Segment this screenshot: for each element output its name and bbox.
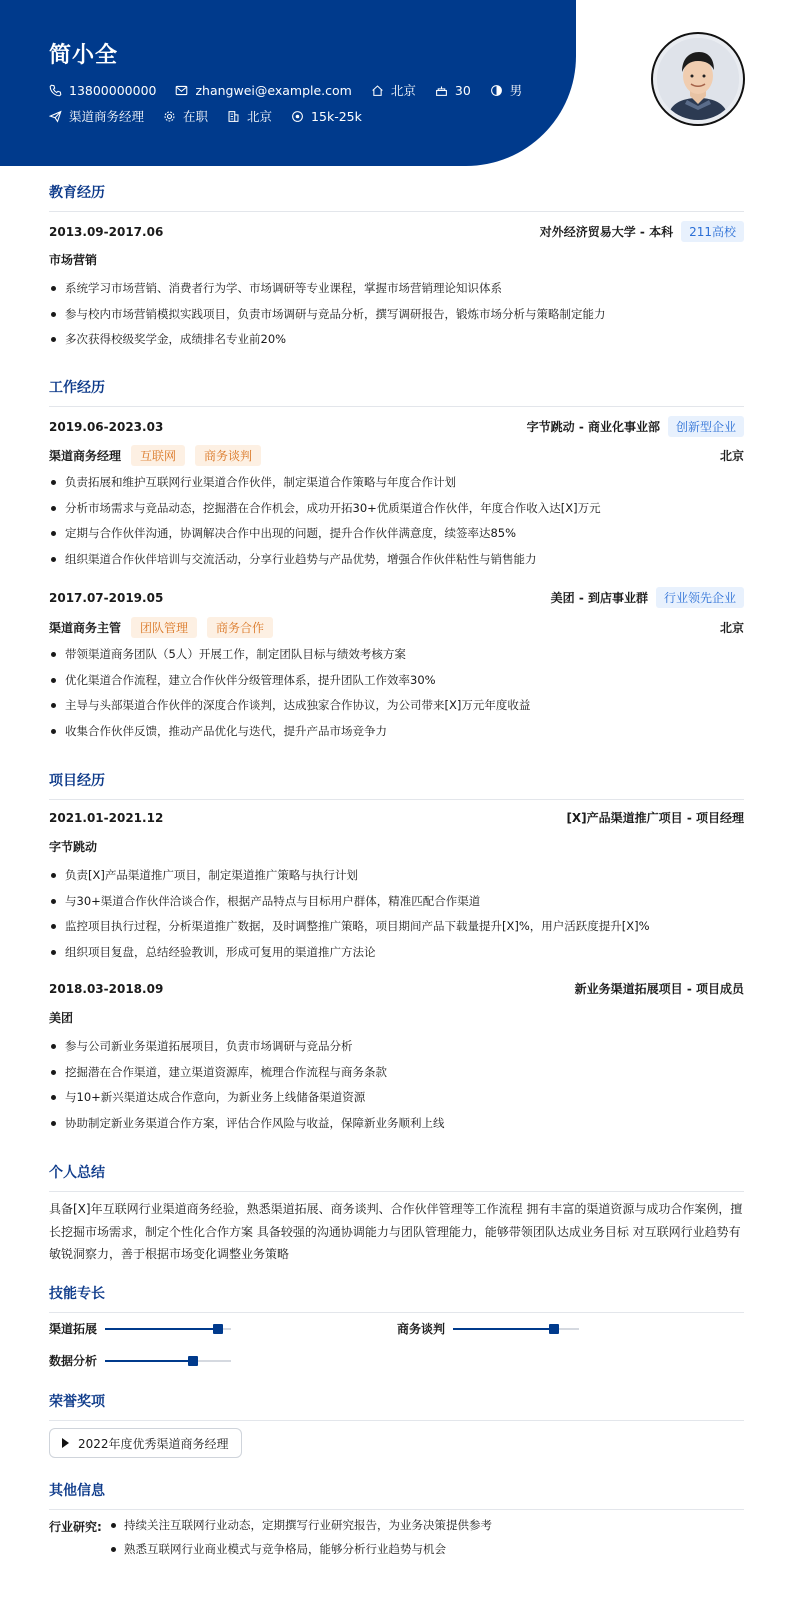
work-role: 渠道商务主管 [49, 621, 122, 635]
list-item: 定期与合作伙伴沟通，协调解决合作中出现的问题，提升合作伙伴满意度，续签率达85% [49, 524, 744, 550]
list-item: 与10+新兴渠道达成合作意向，为新业务上线储备渠道资源 [49, 1088, 744, 1114]
skill-level-bar [105, 1360, 231, 1362]
project-bullets [49, 866, 744, 968]
hometown-text: 北京 [390, 83, 416, 98]
work-company: 美团 - 到店事业群 [550, 591, 648, 605]
education-major: 市场营销 [49, 253, 98, 267]
position-item [49, 107, 144, 125]
skill-level-bar [105, 1328, 231, 1330]
education-date: 2013.09-2017.06 [49, 224, 164, 239]
work-bullets [49, 645, 744, 747]
status-item [163, 107, 208, 125]
skill-item [49, 1320, 231, 1337]
position-text: 渠道商务经理 [69, 109, 145, 124]
work-tag: 团队管理 [131, 617, 197, 638]
candidate-name: 简小全 [49, 43, 119, 68]
skill-level-knob [213, 1324, 223, 1334]
skill-name: 数据分析 [49, 1354, 98, 1368]
section-title-skills: 技能专长 [49, 1283, 744, 1313]
work-company: 字节跳动 - 商业化事业部 [526, 420, 660, 434]
project-org: 字节跳动 [49, 840, 98, 854]
list-item: 带领渠道商务团队（5人）开展工作，制定团队目标与绩效考核方案 [49, 645, 744, 671]
avatar [651, 32, 745, 126]
list-item: 持续关注互联网行业动态，定期撰写行业研究报告，为业务决策提供参考 [107, 1516, 747, 1540]
work-city: 北京 [719, 449, 744, 463]
mail-icon [175, 84, 188, 97]
list-item: 与30+渠道合作伙伴洽谈合作，根据产品特点与目标用户群体，精准匹配合作渠道 [49, 892, 744, 918]
skill-item [397, 1320, 579, 1337]
list-item: 优化渠道合作流程，建立合作伙伴分级管理体系，提升团队工作效率30% [49, 671, 744, 697]
gender-icon [490, 84, 503, 97]
gear-icon [163, 110, 176, 123]
send-icon [49, 110, 62, 123]
phone-text: 13800000000 [69, 82, 157, 98]
contact-row [49, 81, 541, 99]
skill-item [49, 1352, 231, 1369]
work-role-row [49, 617, 744, 638]
work-date: 2019.06-2023.03 [49, 419, 164, 434]
list-item: 负责拓展和维护互联网行业渠道合作伙伴，制定渠道合作策略与年度合作计划 [49, 473, 744, 499]
other-label: 行业研究: [49, 1520, 102, 1534]
work-role: 渠道商务经理 [49, 449, 122, 463]
project-bullets [49, 1037, 744, 1139]
list-item: 协助制定新业务渠道合作方案，评估合作风险与收益，保障新业务顺利上线 [49, 1114, 744, 1140]
age-text: 30 [454, 82, 471, 98]
work-city: 北京 [719, 621, 744, 635]
project-org-row [49, 1009, 744, 1026]
list-item: 分析市场需求与竞品动态，挖掘潜在合作机会，成功开拓30+优质渠道合作伙伴，年度合作收入达[X]万元 [49, 499, 744, 525]
skill-name: 商务谈判 [397, 1322, 446, 1336]
list-item: 收集合作伙伴反馈，推动产品优化与迭代，提升产品市场竞争力 [49, 722, 744, 748]
education-badge: 211高校 [681, 221, 744, 242]
list-item: 熟悉互联网行业商业模式与竞争格局，能够分析行业趋势与机会 [107, 1540, 747, 1564]
cake-icon [435, 84, 448, 97]
skill-level-bar [453, 1328, 579, 1330]
work-tag: 商务合作 [207, 617, 273, 638]
email-item [175, 83, 351, 98]
city-text: 北京 [247, 109, 273, 124]
age-item [435, 83, 471, 98]
project-date: 2018.03-2018.09 [49, 981, 164, 996]
list-item: 主导与头部渠道合作伙伴的深度合作谈判，达成独家合作协议，为公司带来[X]万元年度收益 [49, 696, 744, 722]
list-item: 监控项目执行过程，分析渠道推广数据，及时调整推广策略，项目期间产品下载量提升[X]%，用户活跃度提升[X]% [49, 917, 744, 943]
work-company-badge: 创新型企业 [668, 416, 744, 437]
section-title-education: 教育经历 [49, 182, 744, 212]
salary-item [291, 109, 362, 124]
education-bullets [49, 279, 744, 356]
status-text: 在职 [183, 109, 209, 124]
award-item [49, 1428, 242, 1458]
award-text: 2022年度优秀渠道商务经理 [78, 1436, 229, 1451]
section-title-other: 其他信息 [49, 1480, 744, 1510]
work-entry-head [49, 416, 744, 437]
skill-level-knob [549, 1324, 559, 1334]
project-name: 新业务渠道拓展项目 - 项目成员 [574, 982, 744, 996]
home-icon [371, 84, 384, 97]
skill-level-knob [188, 1356, 198, 1366]
work-date: 2017.07-2019.05 [49, 590, 164, 605]
skill-name: 渠道拓展 [49, 1322, 98, 1336]
project-date: 2021.01-2021.12 [49, 810, 164, 825]
phone-icon [49, 84, 62, 97]
work-company-badge: 行业领先企业 [656, 587, 744, 608]
project-name: [X]产品渠道推广项目 - 项目经理 [566, 811, 744, 825]
phone-item [49, 83, 156, 98]
job-intent-row [49, 107, 381, 125]
coin-icon [291, 110, 304, 123]
list-item: 参与公司新业务渠道拓展项目，负责市场调研与竞品分析 [49, 1037, 744, 1063]
city-item [227, 107, 272, 125]
other-list [107, 1516, 747, 1564]
education-entry-head [49, 221, 744, 242]
email-text: zhangwei@example.com [195, 82, 352, 98]
resume-header [0, 0, 576, 166]
gender-item [490, 81, 523, 99]
list-item: 组织渠道合作伙伴培训与交流活动，分享行业趋势与产品优势，增强合作伙伴粘性与销售能力 [49, 550, 744, 576]
hometown-item [371, 81, 416, 99]
work-tag: 商务谈判 [195, 445, 261, 466]
section-title-summary: 个人总结 [49, 1162, 744, 1192]
section-title-work: 工作经历 [49, 377, 744, 407]
work-entry-head [49, 587, 744, 608]
work-tag: 互联网 [131, 445, 185, 466]
project-org: 美团 [49, 1011, 74, 1025]
list-item: 参与校内市场营销模拟实践项目，负责市场调研与竞品分析，撰写调研报告，锻炼市场分析与策略制定能力 [49, 305, 744, 331]
triangle-right-icon [62, 1438, 69, 1448]
section-title-projects: 项目经历 [49, 770, 744, 800]
summary-text: 具备[X]年互联网行业渠道商务经验，熟悉渠道拓展、商务谈判、合作伙伴管理等工作流程 拥有丰富的渠道资源与成功合作案例，擅长挖掘市场需求，制定个性化合作方案 具备较强的沟通协调能力与团队管理能力，能够带领团队达成业务目标 对互联网行业趋势有敏锐洞察力，善于根据市场变化调整业务策略 [49, 1202, 743, 1261]
salary-text: 15k-25k [311, 108, 362, 124]
project-entry-head [49, 980, 744, 997]
work-role-row [49, 445, 744, 466]
section-title-awards: 荣誉奖项 [49, 1391, 744, 1421]
work-bullets [49, 473, 744, 575]
list-item: 多次获得校级奖学金，成绩排名专业前20% [49, 330, 744, 356]
gender-text: 男 [509, 83, 523, 98]
project-org-row [49, 838, 744, 855]
list-item: 组织项目复盘，总结经验教训，形成可复用的渠道推广方法论 [49, 943, 744, 969]
list-item: 挖掘潜在合作渠道，建立渠道资源库，梳理合作流程与商务条款 [49, 1063, 744, 1089]
list-item: 负责[X]产品渠道推广项目，制定渠道推广策略与执行计划 [49, 866, 744, 892]
building-icon [227, 110, 240, 123]
list-item: 系统学习市场营销、消费者行为学、市场调研等专业课程，掌握市场营销理论知识体系 [49, 279, 744, 305]
project-entry-head [49, 809, 744, 826]
education-major-row [49, 251, 744, 268]
education-school: 对外经济贸易大学 - 本科 [539, 225, 674, 239]
